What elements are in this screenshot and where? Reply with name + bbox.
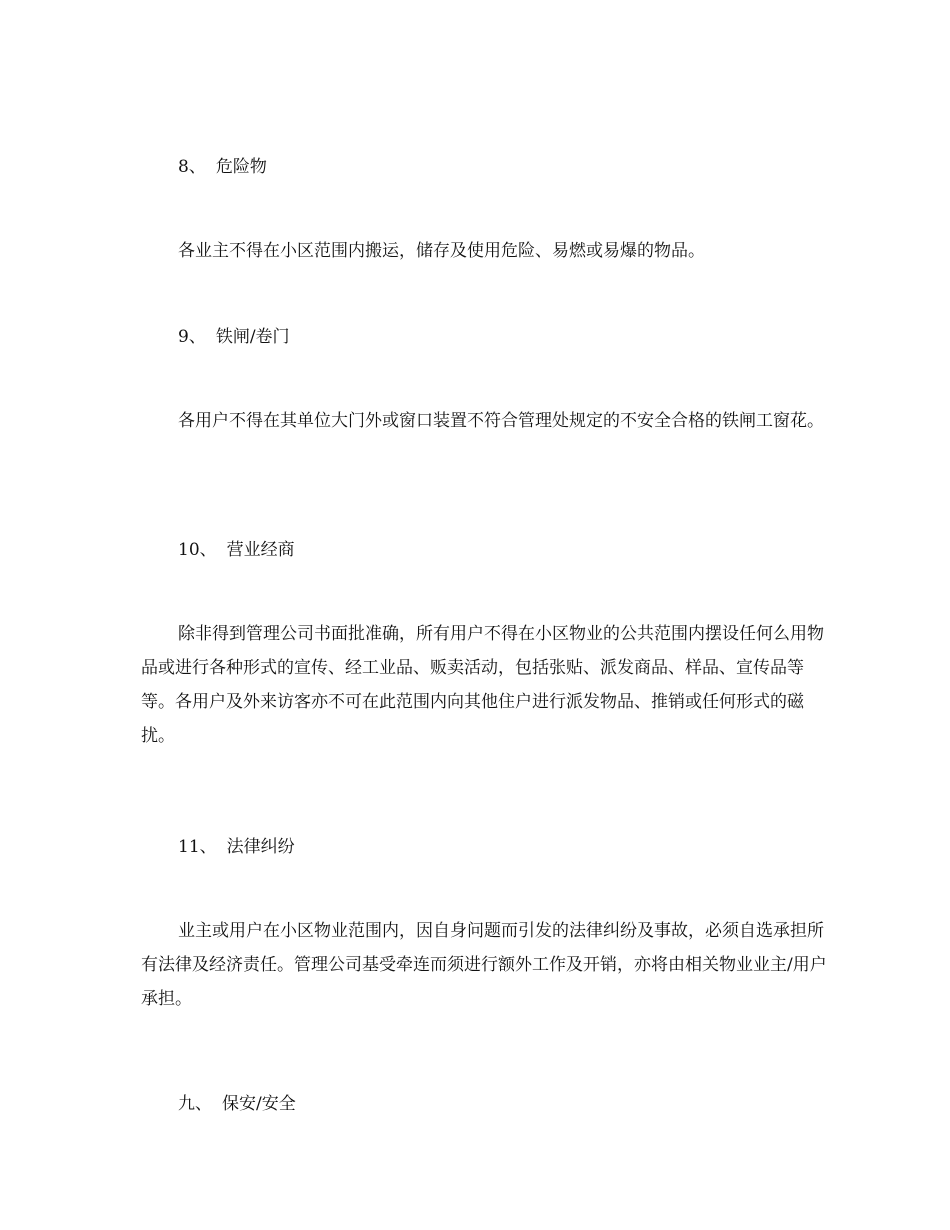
section-title: 保安/安全 (222, 1094, 296, 1114)
section-title: 营业经商 (226, 540, 295, 560)
section-number: 九、 (178, 1094, 212, 1114)
section-title: 危险物 (215, 157, 267, 177)
section-heading-9 (178, 326, 290, 348)
paragraph-business-operation: 除非得到管理公司书面批准确，所有用户不得在小区物业的公共范围内摆设任何么用物品或进行各种形式的宣传、经工业品、贩卖活动，包括张贴、派发商品、样品、宣传品等等。各用户及外来访客亦不可在此范围内向其他住户进行派发物品、推销或任何形式的磁扰。 (141, 624, 824, 746)
section-heading-11 (178, 836, 295, 858)
paragraph-legal-disputes: 业主或用户在小区物业范围内，因自身问题而引发的法律纠纷及事故，必须自选承担所有法律及经济责任。管理公司基受牵连而须进行额外工作及开销，亦将由相关物业业主/用户承担。 (141, 921, 827, 1009)
section-heading-9-security (178, 1093, 296, 1115)
section-number: 9、 (178, 327, 206, 347)
section-heading-10 (178, 539, 295, 561)
section-number: 10、 (178, 540, 217, 560)
paragraph-iron-gates: 各用户不得在其单位大门外或窗口装置不符合管理处规定的不安全合格的铁闸工窗花。 (178, 411, 824, 431)
section-heading-8 (178, 156, 267, 178)
section-title: 法律纠纷 (226, 837, 295, 857)
section-number: 8、 (178, 157, 206, 177)
section-number: 11、 (178, 837, 217, 857)
section-title: 铁闸/卷门 (215, 327, 290, 347)
paragraph-hazardous-goods: 各业主不得在小区范围内搬运，储存及使用危险、易燃或易爆的物品。 (178, 241, 705, 261)
